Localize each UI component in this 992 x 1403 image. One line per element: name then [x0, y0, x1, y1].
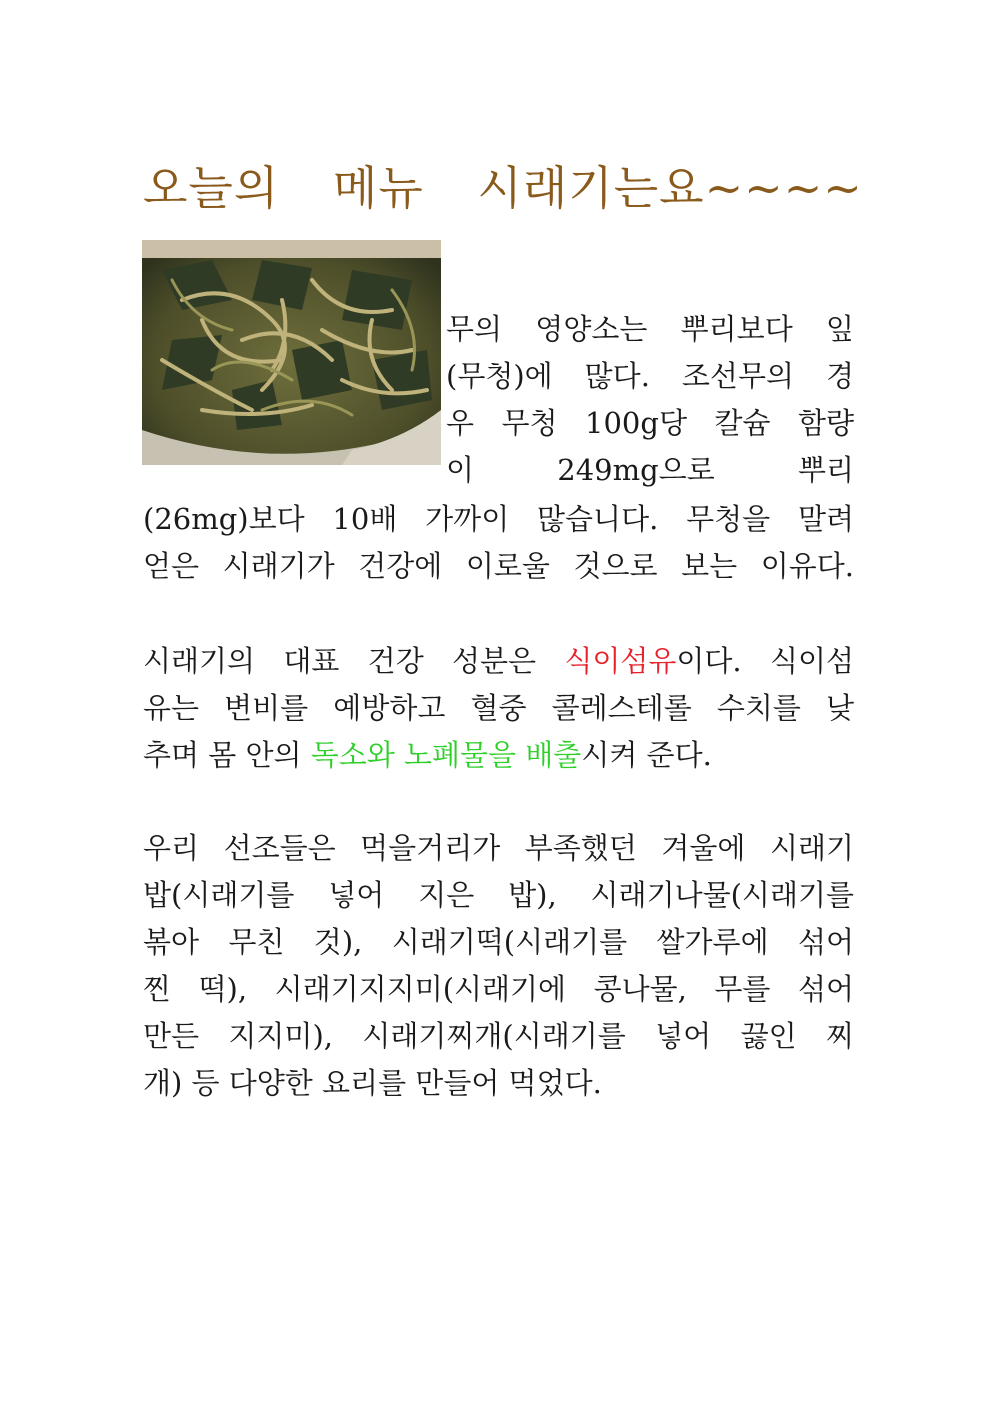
paragraph-3-line: 개) 등 다양한 요리를 만들어 먹었다.	[143, 1066, 602, 1100]
text-segment: 시래기의 대표 건강 성분은	[143, 644, 565, 678]
paragraph-3-line: 밥(시래기를 넣어 지은 밥), 시래기나물(시래기를	[143, 878, 854, 912]
paragraph-1-wide	[143, 496, 854, 590]
siraegi-photo	[142, 240, 441, 465]
text-segment: 이다. 식이섬	[676, 644, 854, 678]
paragraph-3-line: 볶아 무친 것), 시래기떡(시래기를 쌀가루에 섞어	[143, 925, 854, 959]
paragraph-3-line: 만든 지지미), 시래기찌개(시래기를 넣어 끓인 찌	[143, 1019, 854, 1053]
paragraph-2-line	[143, 638, 854, 685]
paragraph-1-line: (무청)에 많다. 조선무의 경	[446, 359, 854, 393]
paragraph-3-line: 찐 떡), 시래기지지미(시래기에 콩나물, 무를 섞어	[143, 972, 854, 1006]
paragraph-1-line: 얻은 시래기가 건강에 이로울 것으로 보는 이유다.	[143, 549, 854, 583]
page-title: 오늘의 메뉴 시래기는요~~~~	[143, 161, 863, 215]
paragraph-3-line: 우리 선조들은 먹을거리가 부족했던 겨울에 시래기	[143, 831, 854, 865]
paragraph-1-line: 우 무청 100g당 칼슘 함량	[446, 406, 854, 440]
paragraph-1-line: 이 249mg으로 뿌리	[446, 453, 854, 487]
highlight-toxin-discharge: 독소와 노폐물을 배출	[310, 738, 582, 772]
paragraph-1-float	[446, 306, 854, 494]
paragraph-1-line: 무의 영양소는 뿌리보다 잎	[446, 312, 854, 346]
paragraph-2-line: 유는 변비를 예방하고 혈중 콜레스테롤 수치를 낮	[143, 691, 854, 725]
paragraph-2-line	[143, 732, 854, 779]
text-segment: 추며 몸 안의	[143, 738, 311, 772]
paragraph-3	[143, 825, 854, 1107]
paragraph-2	[143, 638, 854, 779]
paragraph-1-line: (26mg)보다 10배 가까이 많습니다. 무청을 말려	[143, 502, 854, 536]
text-segment: 시켜 준다.	[581, 738, 712, 772]
highlight-dietary-fiber: 식이섬유	[564, 644, 677, 678]
